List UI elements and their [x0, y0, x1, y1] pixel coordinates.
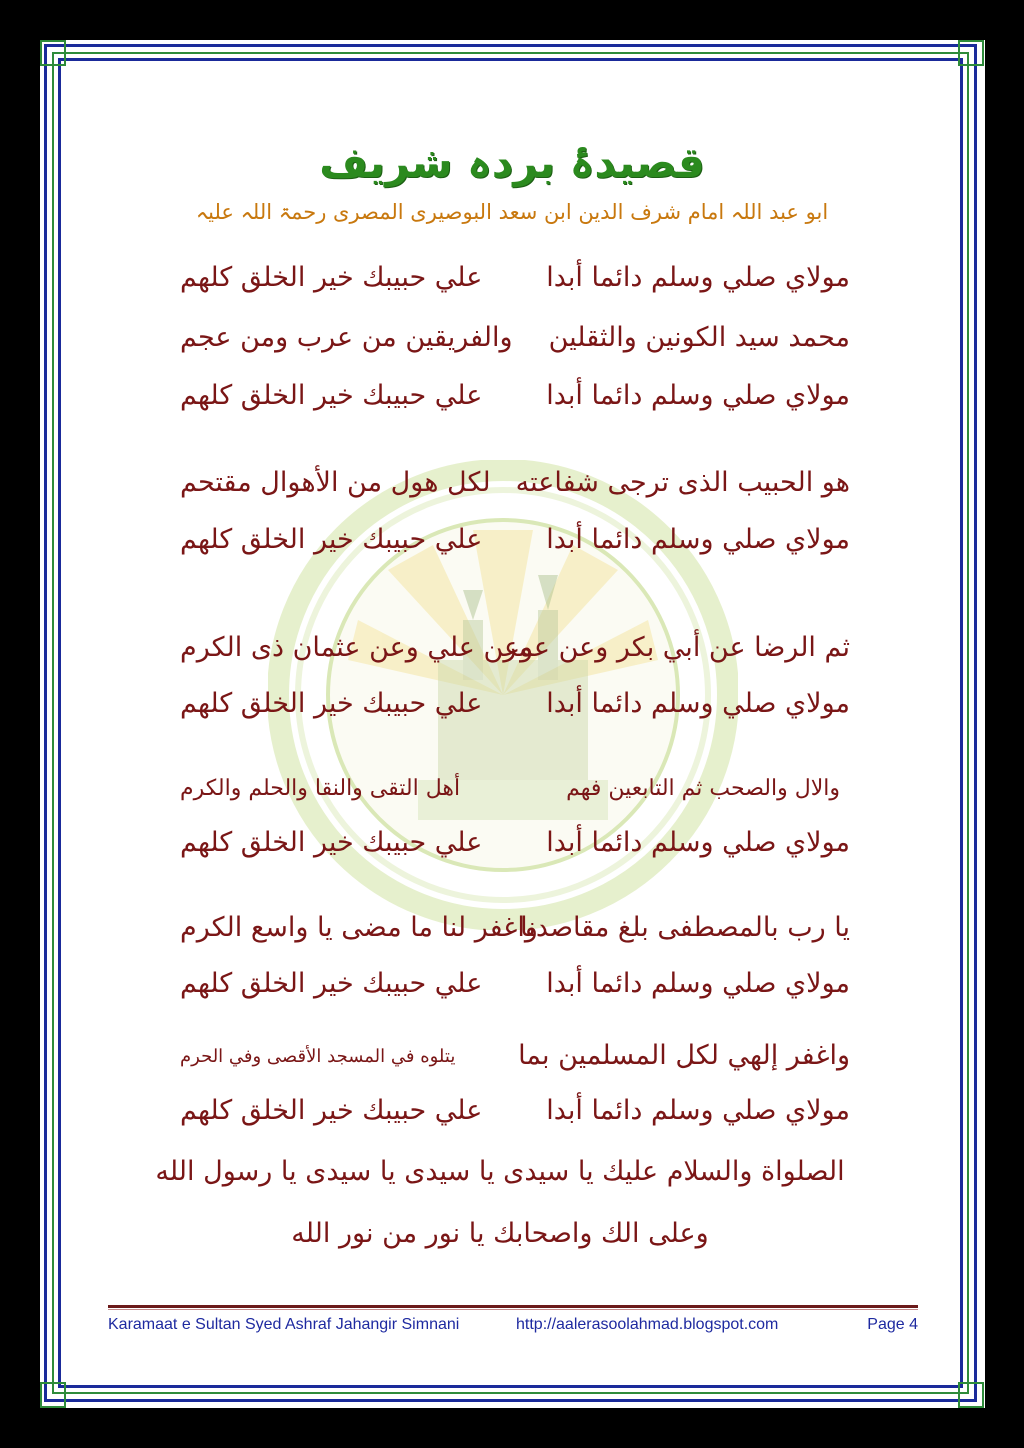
footer-page-number: Page 4	[867, 1316, 918, 1333]
verse-left-half: والفريقين من عرب ومن عجم	[180, 322, 513, 353]
salutation-line-2: وعلى الك واصحابك يا نور من نور الله	[291, 1218, 709, 1249]
verse-right-half: مولاي صلي وسلم دائما أبدا	[546, 827, 850, 858]
verse-right-half: واغفر إلهي لكل المسلمين بما	[518, 1040, 850, 1071]
verse-right-half: مولاي صلي وسلم دائما أبدا	[546, 380, 850, 411]
verse-right-half: محمد سيد الكونين والثقلين	[548, 322, 850, 353]
footer-rule-thin	[108, 1309, 918, 1310]
verse-left-half: علي حبيبك خير الخلق كلهم	[180, 968, 483, 999]
footer-rule	[108, 1305, 918, 1308]
verse-right-half: ثم الرضا عن أبي بكر وعن عمر	[503, 632, 850, 663]
verse-right-half: يا رب بالمصطفى بلغ مقاصدنا	[520, 912, 850, 943]
verse-right-half: مولاي صلي وسلم دائما أبدا	[546, 1095, 850, 1126]
page-title: قصیدۂ بردہ شریف	[319, 138, 705, 187]
verse-left-half: لكل هول من الأهوال مقتحم	[180, 467, 491, 498]
footer-book-title: Karamaat e Sultan Syed Ashraf Jahangir Simnani	[108, 1316, 460, 1333]
verse-left-half: واغفر لنا ما مضى يا واسع الكرم	[180, 912, 538, 943]
verse-left-half: علي حبيبك خير الخلق كلهم	[180, 262, 483, 293]
verse-left-half: علي حبيبك خير الخلق كلهم	[180, 1095, 483, 1126]
footer	[108, 1316, 918, 1342]
verse-right-half: مولاي صلي وسلم دائما أبدا	[546, 688, 850, 719]
verse-right-half: هو الحبيب الذى ترجى شفاعته	[515, 467, 850, 498]
verse-left-half: يتلوه في المسجد الأقصى وفي الحرم	[180, 1046, 456, 1067]
verse-right-half: مولاي صلي وسلم دائما أبدا	[546, 524, 850, 555]
verse-left-half: علي حبيبك خير الخلق كلهم	[180, 688, 483, 719]
footer-url-link[interactable]: http://aalerasoolahmad.blogspot.com	[516, 1316, 779, 1333]
salutation-line-1: الصلواة والسلام عليك يا سيدى يا سيدى يا سيدى يا رسول الله	[155, 1156, 845, 1187]
verse-left-half: أهل التقى والنقا والحلم والكرم	[180, 776, 461, 801]
author-line: ابو عبد اللہ امام شرف الدین ابن سعد البوصیری المصری رحمۃ اللہ علیہ	[195, 200, 829, 224]
verse-right-half: مولاي صلي وسلم دائما أبدا	[546, 262, 850, 293]
verse-left-half: علي حبيبك خير الخلق كلهم	[180, 827, 483, 858]
verse-right-half: والال والصحب ثم التابعين فهم	[566, 776, 840, 801]
verse-left-half: علي حبيبك خير الخلق كلهم	[180, 524, 483, 555]
verse-left-half: علي حبيبك خير الخلق كلهم	[180, 380, 483, 411]
verse-left-half: وعن علي وعن عثمان ذى الكرم	[180, 632, 534, 663]
verse-right-half: مولاي صلي وسلم دائما أبدا	[546, 968, 850, 999]
